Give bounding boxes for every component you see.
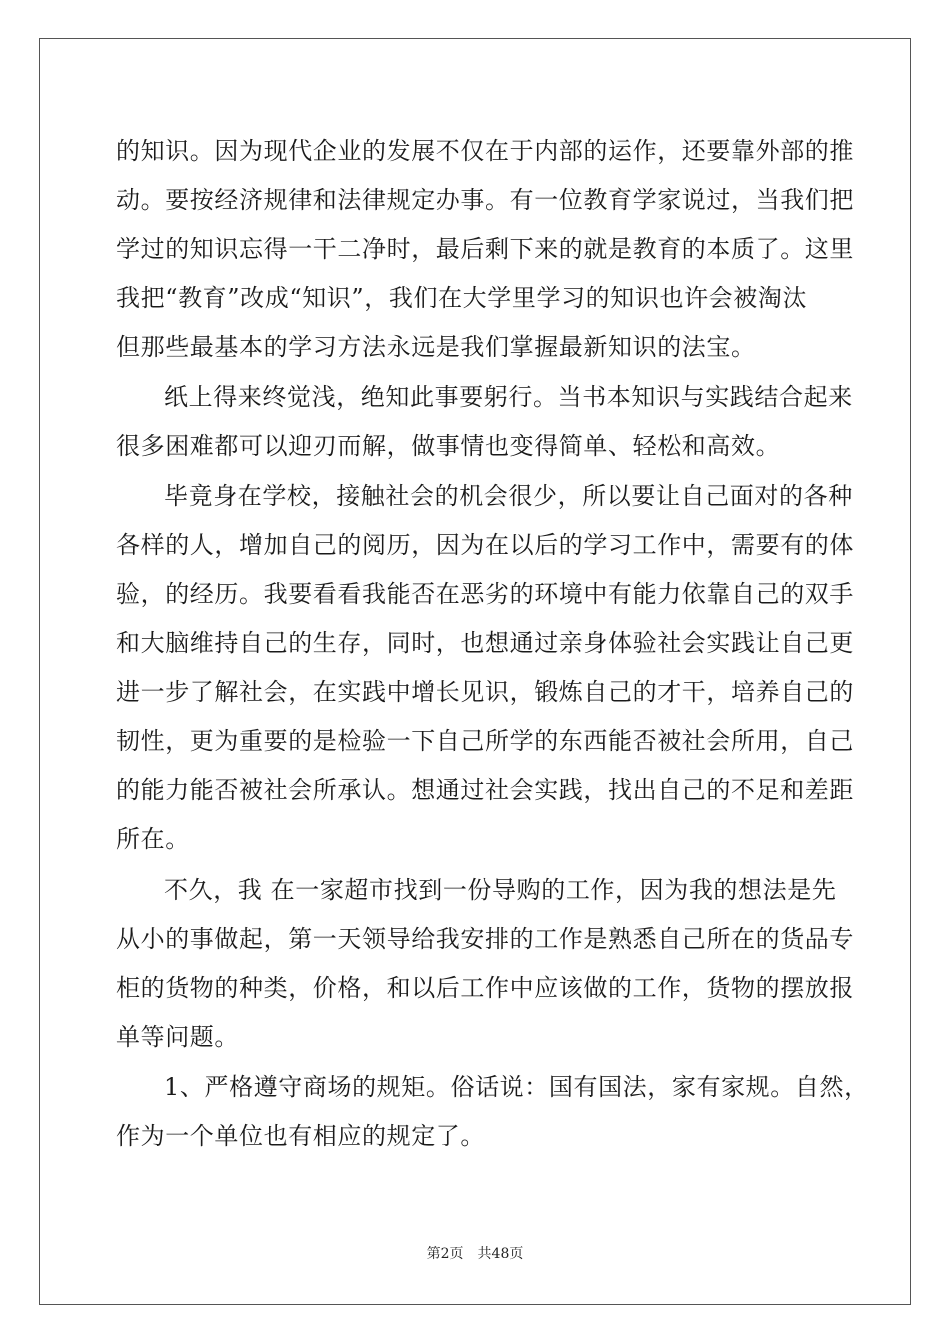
text-line: 动。要按经济规律和法律规定办事。有一位教育学家说过，当我们把 <box>116 186 854 214</box>
page-border <box>39 38 911 1305</box>
text-line: 作为一个单位也有相应的规定了。 <box>116 1122 485 1150</box>
text-line: 各样的人，增加自己的阅历，因为在以后的学习工作中，需要有的体 <box>116 531 854 559</box>
text-line: 学过的知识忘得一干二净时，最后剩下来的就是教育的本质了。这里 <box>116 235 854 263</box>
text-line: 韧性，更为重要的是检验一下自己所学的东西能否被社会所用，自己 <box>116 727 854 755</box>
text-line: 从小的事做起，第一天领导给我安排的工作是熟悉自己所在的货品专 <box>116 925 854 953</box>
text-line: 1、严格遵守商场的规矩。俗话说：国有国法，家有家规。自然， <box>164 1073 869 1101</box>
text-line: 我把“教育”改成“知识”，我们在大学里学习的知识也许会被淘汰 <box>116 284 808 312</box>
text-line: 纸上得来终觉浅，绝知此事要躬行。当书本知识与实践结合起来 <box>164 383 853 411</box>
text-line: 柜的货物的种类，价格，和以后工作中应该做的工作，货物的摆放报 <box>116 974 854 1002</box>
text-line: 的能力能否被社会所承认。想通过社会实践，找出自己的不足和差距 <box>116 776 854 804</box>
text-line: 不久，我 在一家超市找到一份导购的工作，因为我的想法是先 <box>164 876 837 904</box>
page-total: 共48页 <box>477 1246 524 1262</box>
text-line: 很多困难都可以迎刃而解，做事情也变得简单、轻松和高效。 <box>116 432 781 460</box>
text-line: 验，的经历。我要看看我能否在恶劣的环境中有能力依靠自己的双手 <box>116 580 854 608</box>
text-line: 所在。 <box>116 825 190 853</box>
text-line: 的知识。因为现代企业的发展不仅在于内部的运作，还要靠外部的推 <box>116 137 854 165</box>
text-line: 单等问题。 <box>116 1023 239 1051</box>
text-line: 但那些最基本的学习方法永远是我们掌握最新知识的法宝。 <box>116 333 756 361</box>
text-line: 毕竟身在学校，接触社会的机会很少，所以要让自己面对的各种 <box>164 482 853 510</box>
text-line: 进一步了解社会，在实践中增长见识，锻炼自己的才干，培养自己的 <box>116 678 854 706</box>
page-footer <box>0 1245 950 1263</box>
text-line: 和大脑维持自己的生存，同时，也想通过亲身体验社会实践让自己更 <box>116 629 854 657</box>
page-number: 第2页 <box>426 1246 464 1262</box>
